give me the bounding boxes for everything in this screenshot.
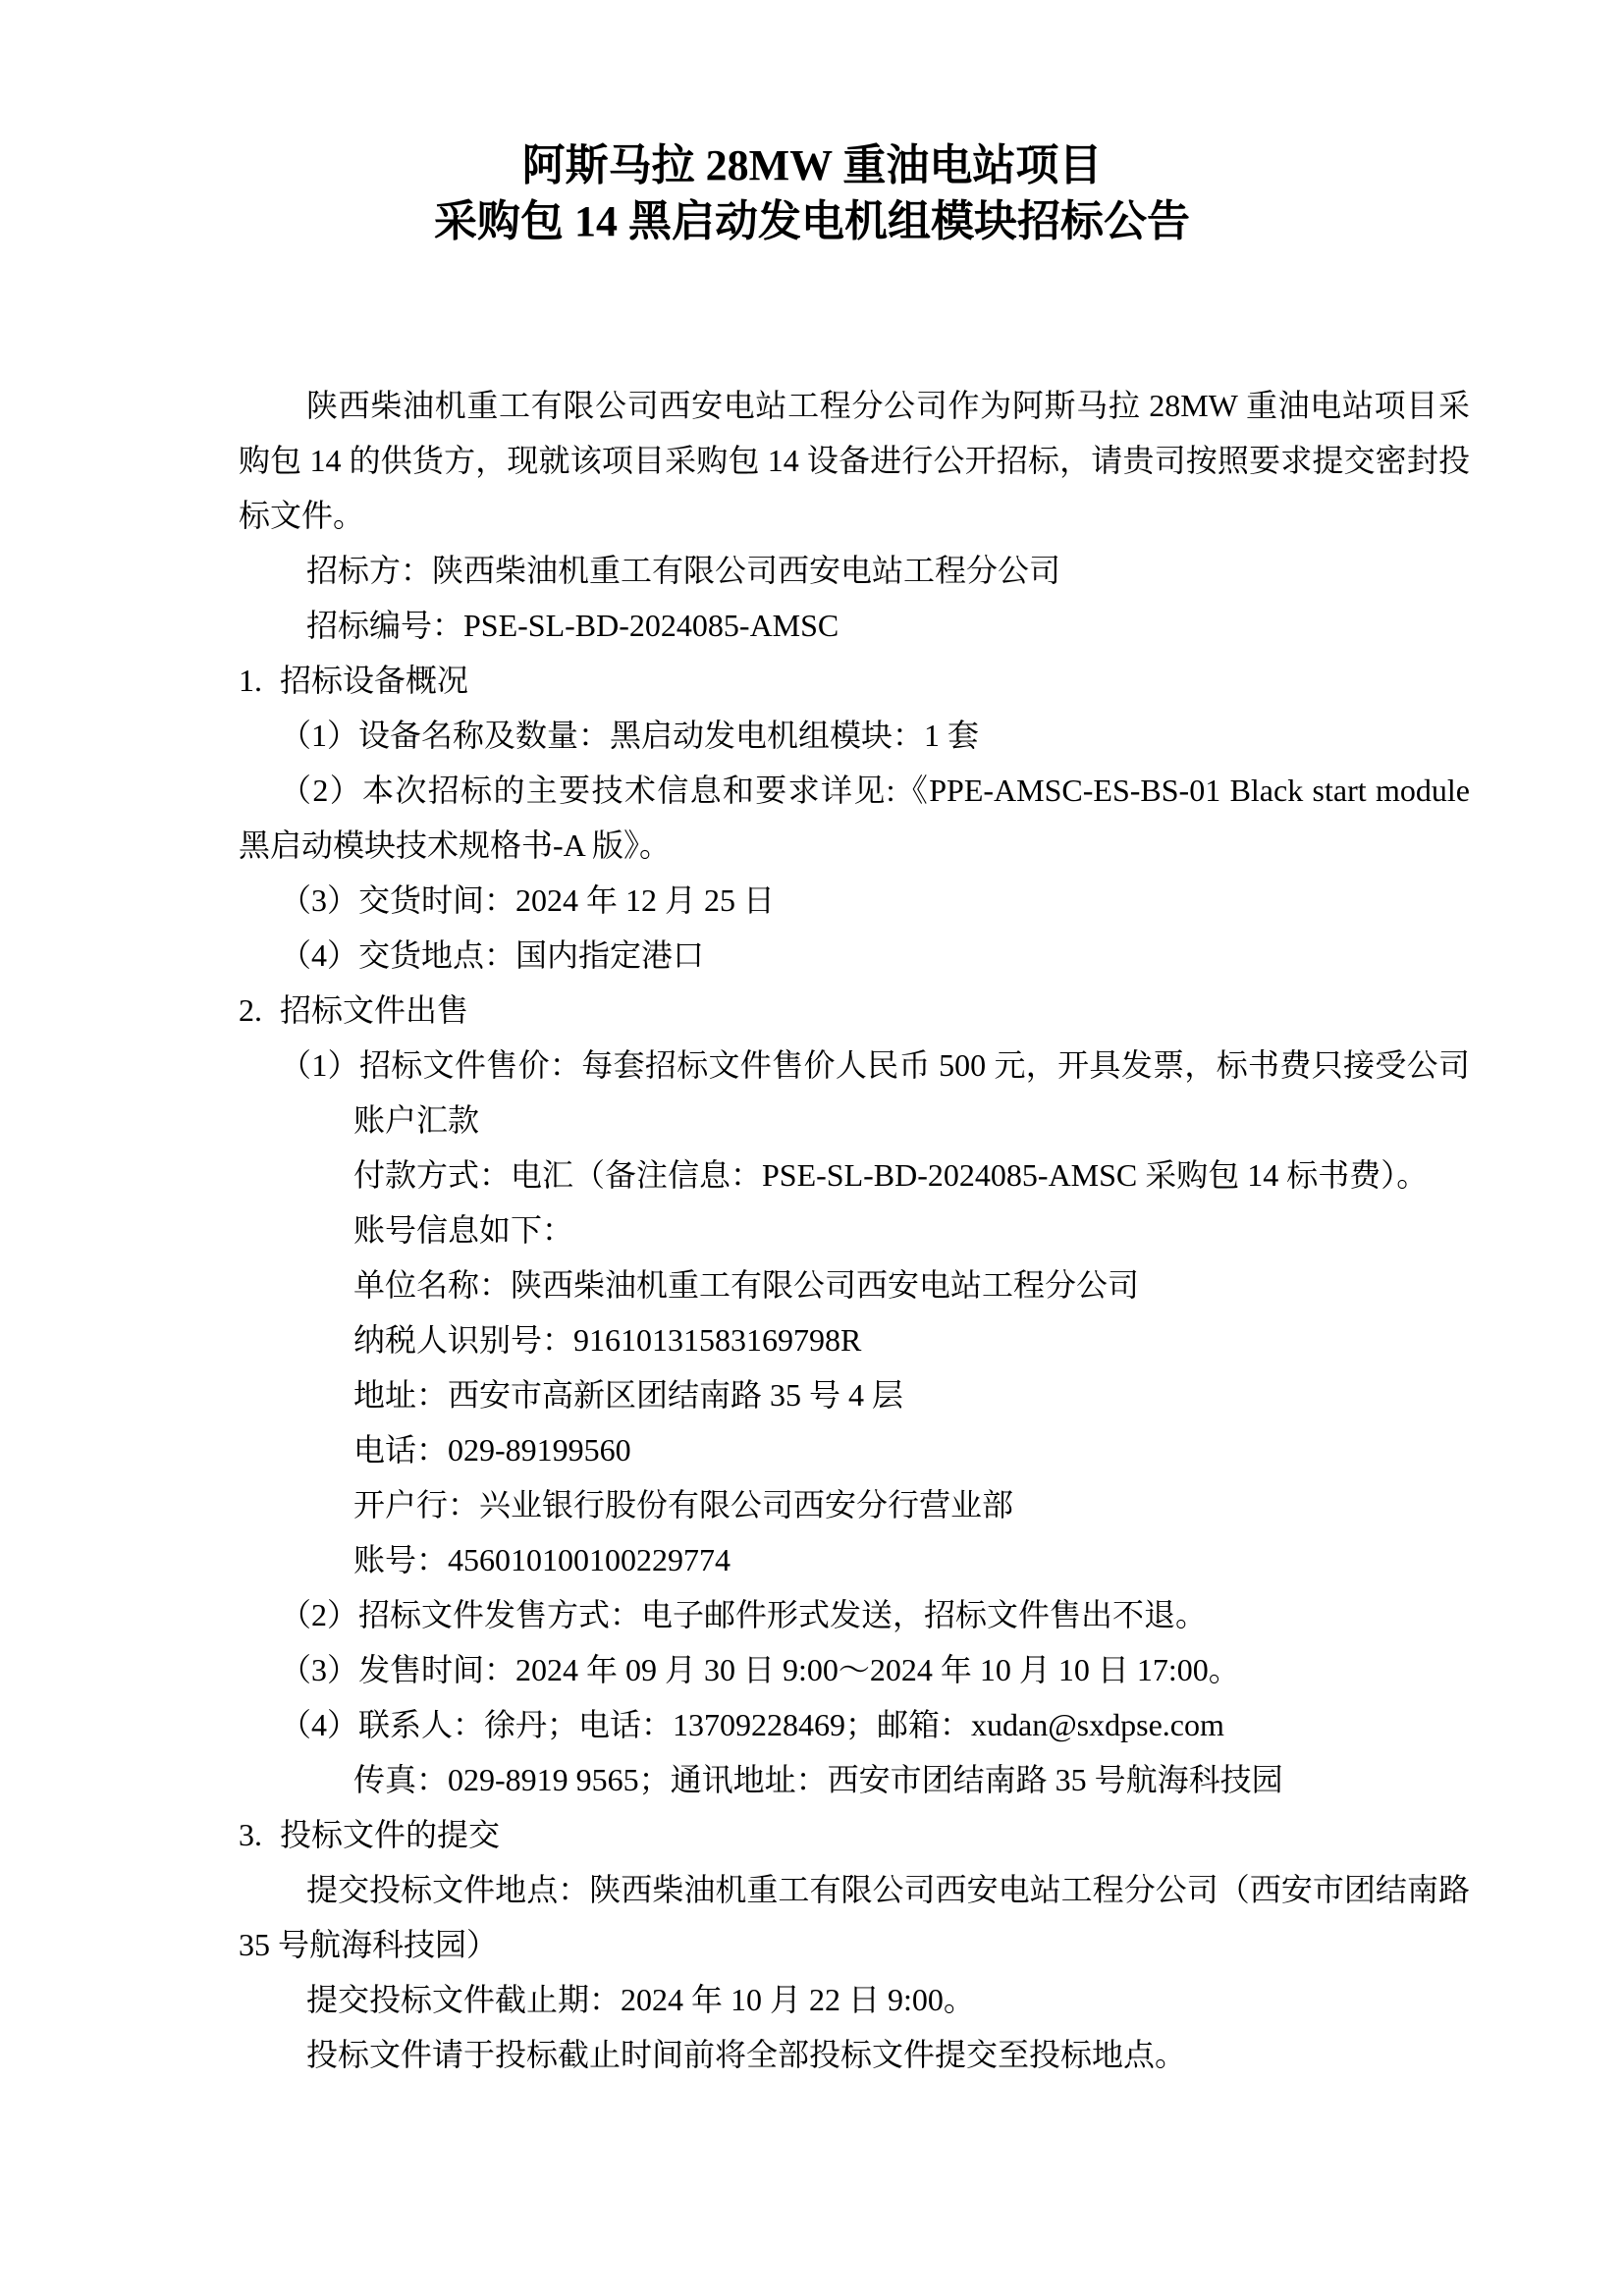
list-item: （2）本次招标的主要技术信息和要求详见:《PPE-AMSC-ES-BS-01 Black start module 黑启动模块技术规格书-A 版》。 bbox=[239, 773, 1470, 863]
document-title bbox=[0, 0, 1624, 249]
address-line: 地址：西安市高新区团结南路 35 号 4 层 bbox=[353, 1377, 904, 1413]
document-body bbox=[239, 378, 1470, 2082]
phone-line: 电话：029-89199560 bbox=[353, 1432, 631, 1468]
submission-place-line: 提交投标文件地点：陕西柴油机重工有限公司西安电站工程分公司（西安市团结南路 35 号航海科技园） bbox=[239, 1872, 1470, 1962]
list-item: （3）交货时间：2024 年 12 月 25 日 bbox=[280, 882, 776, 918]
submission-deadline-line: 提交投标文件截止期：2024 年 10 月 22 日 9:00。 bbox=[306, 1982, 975, 2017]
list-item: （2）招标文件发售方式：电子邮件形式发送，招标文件售出不退。 bbox=[280, 1597, 1208, 1632]
list-item: （3）发售时间：2024 年 09 月 30 日 9:00～2024 年 10 月 10 日 17:00。 bbox=[280, 1652, 1240, 1687]
submission-note-line: 投标文件请于投标截止时间前将全部投标文件提交至投标地点。 bbox=[306, 2037, 1187, 2072]
account-number-line: 账号：456010100100229774 bbox=[353, 1542, 731, 1577]
section-title: 招标文件出售 bbox=[280, 992, 469, 1028]
intro-paragraph: 陕西柴油机重工有限公司西安电站工程分公司作为阿斯马拉 28MW 重油电站项目采购包 14 的供货方，现就该项目采购包 14 设备进行公开招标，请贵司按照要求提交密封投标文件。 bbox=[239, 388, 1470, 533]
list-item: （4）联系人：徐丹；电话：13709228469；邮箱：xudan@sxdpse.com bbox=[280, 1707, 1224, 1742]
section-number: 3. bbox=[239, 1817, 262, 1852]
account-info-label: 账号信息如下： bbox=[353, 1212, 574, 1248]
section-title: 招标设备概况 bbox=[280, 663, 469, 698]
section-number: 1. bbox=[239, 663, 262, 698]
tenderer-line: 招标方：陕西柴油机重工有限公司西安电站工程分公司 bbox=[306, 553, 1061, 588]
tax-id-line: 纳税人识别号：91610131583169798R bbox=[353, 1322, 862, 1358]
section-heading-3 bbox=[239, 1807, 1470, 1862]
list-item: （4）交货地点：国内指定港口 bbox=[280, 937, 705, 973]
bank-line: 开户行：兴业银行股份有限公司西安分行营业部 bbox=[353, 1487, 1014, 1522]
section-number: 2. bbox=[239, 992, 262, 1028]
list-item: （1）设备名称及数量：黑启动发电机组模块：1 套 bbox=[280, 718, 980, 753]
list-item: （1）招标文件售价：每套招标文件售价人民币 500 元，开具发票，标书费只接受公司账户汇款 bbox=[280, 1047, 1470, 1138]
title-line-1: 阿斯马拉 28MW 重油电站项目 bbox=[521, 141, 1103, 189]
section-title: 投标文件的提交 bbox=[280, 1817, 501, 1852]
title-line-2: 采购包 14 黑启动发电机组模块招标公告 bbox=[434, 197, 1190, 245]
company-name-line: 单位名称：陕西柴油机重工有限公司西安电站工程分公司 bbox=[353, 1267, 1140, 1303]
tender-number-line: 招标编号：PSE-SL-BD-2024085-AMSC bbox=[306, 608, 839, 643]
fax-line: 传真：029-8919 9565；通讯地址：西安市团结南路 35 号航海科技园 bbox=[353, 1762, 1283, 1797]
section-heading-2 bbox=[239, 983, 1470, 1038]
payment-method-line: 付款方式：电汇（备注信息：PSE-SL-BD-2024085-AMSC 采购包 14 标书费）。 bbox=[353, 1157, 1429, 1193]
section-heading-1 bbox=[239, 653, 1470, 708]
